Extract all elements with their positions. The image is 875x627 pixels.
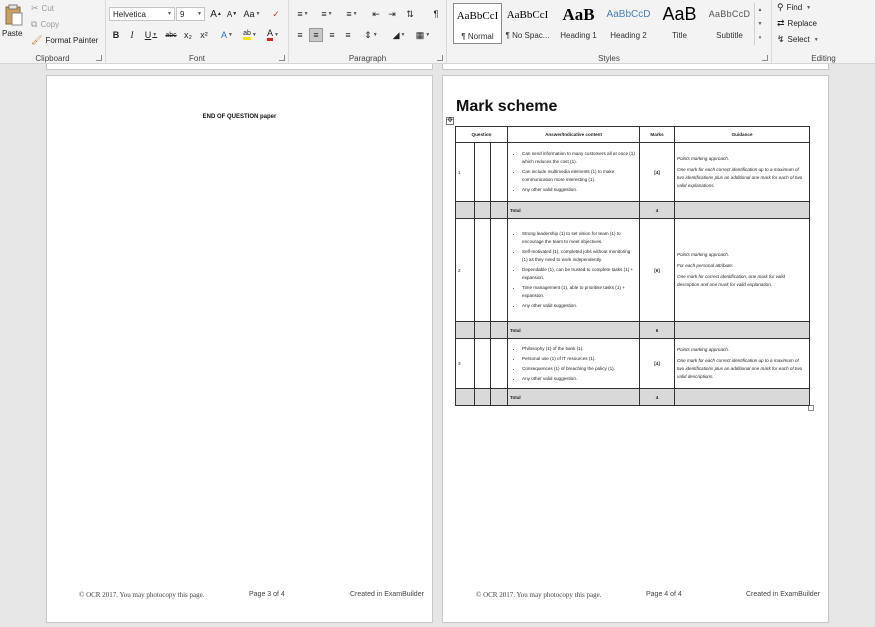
page-4-footer-page-number: Page 4 of 4 <box>646 591 682 598</box>
total-label: Total <box>508 389 640 406</box>
chevron-down-icon: ▼ <box>400 32 406 38</box>
guidance-text: For each personal attribute: <box>677 263 734 268</box>
underline-label: U <box>144 30 152 40</box>
clipboard-group <box>0 0 106 64</box>
font-name-value: Helvetica <box>113 9 146 19</box>
guidance-text: Points marking approach. <box>677 347 730 352</box>
select-label: Select <box>787 35 810 44</box>
show-formatting-button[interactable] <box>429 7 443 21</box>
table-move-handle[interactable]: ✥ <box>447 117 453 124</box>
empty-cell <box>456 389 475 406</box>
answer-item: • Philosophy (1) of the bank (1). <box>522 345 637 353</box>
guidance-text: Points marking approach. <box>677 155 730 161</box>
superscript-label: x² <box>200 30 208 40</box>
italic-button[interactable] <box>125 28 139 42</box>
chevron-down-icon: ▼ <box>228 32 233 38</box>
increase-indent-icon: ⇥ <box>388 8 396 19</box>
text-effects-label: A <box>221 30 228 40</box>
guidance-cell <box>675 219 810 322</box>
empty-cell <box>475 389 491 406</box>
guidance-text: Points marking approach. <box>677 252 730 257</box>
format-painter-label: Format Painter <box>45 36 99 45</box>
cursor-icon: ↯ <box>777 34 785 44</box>
find-label: Find <box>786 3 803 12</box>
paragraph-dialog-launcher[interactable] <box>437 55 443 61</box>
answer-cell <box>508 143 640 202</box>
grow-font-label: A <box>210 8 217 20</box>
select-button[interactable] <box>777 35 819 44</box>
font-group-label: Font <box>188 54 205 63</box>
marks-cell: [4] <box>640 339 675 389</box>
styles-dialog-launcher[interactable] <box>762 55 768 61</box>
style-preview: AaBbCcI <box>506 9 549 21</box>
answer-item: • Dependable (1), can be trusted to complete tasks (1) + expansion. <box>522 266 637 282</box>
align-center-button[interactable] <box>309 28 323 42</box>
empty-cell <box>475 322 491 339</box>
shrink-font-label: A <box>226 9 233 19</box>
strikethrough-label: abc <box>165 31 177 39</box>
change-case-label: Aa <box>243 9 255 19</box>
total-row <box>456 202 810 219</box>
answer-cell <box>508 339 640 389</box>
answer-item: • Any other valid suggestion. <box>522 186 637 194</box>
style-preview: AaBbCcI <box>456 10 499 22</box>
font-dialog-launcher[interactable] <box>279 55 285 61</box>
guidance-cell <box>675 339 810 389</box>
guidance-text: One mark for correct identification, one mark for valid description and one mark for valid explanation. <box>677 274 786 287</box>
style-name: ¶ No Spac... <box>505 31 550 40</box>
total-row <box>456 389 810 406</box>
chevron-down-icon: ▼ <box>372 32 378 38</box>
empty-cell <box>456 202 475 219</box>
gallery-more-icon[interactable]: ▾ <box>758 35 762 41</box>
empty-cell <box>475 339 491 389</box>
paragraph-group <box>289 0 447 64</box>
table-row <box>456 339 810 389</box>
answer-item: • Time management (1), able to prioritise tasks (1) + expansion. <box>522 284 637 300</box>
align-right-icon: ≡ <box>329 30 335 40</box>
answer-item: • Consequences (1) of breaching the policy (1). <box>522 365 637 373</box>
guidance-cell <box>675 143 810 202</box>
styles-group-label: Styles <box>598 54 620 63</box>
page-3-footer-copyright: © OCR 2017. You may photocopy this page. <box>79 591 205 599</box>
header-question: Question <box>456 127 508 143</box>
answer-item: • Any other valid suggestion. <box>522 302 637 310</box>
font-name-box[interactable] <box>109 7 175 21</box>
mark-scheme-title: Mark scheme <box>456 98 558 115</box>
bullets-icon: ≡ <box>297 9 303 19</box>
decrease-indent-button[interactable] <box>369 7 383 21</box>
superscript-button[interactable] <box>197 28 211 42</box>
font-size-value: 9 <box>180 9 185 19</box>
style-preview: AaB <box>662 4 697 24</box>
pilcrow-icon: ¶ <box>433 9 439 19</box>
align-left-icon: ≡ <box>297 30 303 40</box>
paint-bucket-icon: ◢ <box>392 29 400 40</box>
clear-formatting-button[interactable] <box>269 7 283 21</box>
answer-item: • Can send information to many customers all at once (1) which reduces the cost (1). <box>522 150 637 166</box>
paintbrush-icon: 🖌 <box>31 35 43 45</box>
paragraph-group-label: Paragraph <box>348 54 387 63</box>
style-name: Subtitle <box>716 31 743 40</box>
paste-label: Paste <box>2 29 23 38</box>
line-spacing-button[interactable] <box>361 28 381 42</box>
table-row <box>456 219 810 322</box>
gallery-down-icon[interactable]: ▼ <box>757 21 763 27</box>
marks-cell: [4] <box>640 143 675 202</box>
page-3-footer-page-number: Page 3 of 4 <box>249 591 285 598</box>
editing-group <box>772 0 875 64</box>
total-value: 6 <box>640 322 675 339</box>
sort-button[interactable] <box>403 7 417 21</box>
scissors-icon: ✂ <box>31 3 39 13</box>
page-3[interactable] <box>46 75 433 623</box>
bullets-button[interactable] <box>293 7 313 21</box>
font-color-label: A <box>267 29 273 41</box>
copy-icon: ⧉ <box>31 19 38 29</box>
replace-label: Replace <box>787 19 817 28</box>
mark-scheme-table[interactable] <box>455 126 810 406</box>
chevron-down-icon: ▼ <box>806 4 812 11</box>
empty-cell <box>675 389 810 406</box>
shading-button[interactable] <box>389 28 409 42</box>
guidance-text: One mark for each correct identification up to a maximum of two identifications plus an additional one mark for each of two valid explanations. <box>677 166 803 188</box>
empty-cell <box>491 389 508 406</box>
total-value: 4 <box>640 202 675 219</box>
format-painter-button[interactable] <box>31 36 98 45</box>
previous-page-bottom <box>442 64 829 70</box>
question-number: 2 <box>456 219 475 322</box>
line-spacing-icon: ⇕ <box>364 29 372 40</box>
styles-gallery <box>451 3 765 45</box>
empty-cell <box>675 322 810 339</box>
answer-item: • Any other valid suggestion. <box>522 375 637 383</box>
eraser-icon: ✓ <box>272 8 280 19</box>
grow-font-button[interactable]: A ▲ <box>210 8 222 20</box>
empty-cell <box>491 322 508 339</box>
empty-cell <box>491 339 508 389</box>
underline-button[interactable] <box>141 28 161 42</box>
header-guidance: Guidance <box>675 127 810 143</box>
chevron-down-icon: ▼ <box>813 36 819 43</box>
italic-label: I <box>130 30 134 40</box>
empty-cell <box>491 219 508 322</box>
question-number: 1 <box>456 143 475 202</box>
borders-icon: ▦ <box>415 29 425 40</box>
previous-page-bottom <box>46 64 433 70</box>
strikethrough-button[interactable] <box>163 28 179 42</box>
sort-icon: ⇅ <box>406 8 414 19</box>
justify-icon: ≡ <box>345 30 351 40</box>
align-left-button[interactable] <box>293 28 307 42</box>
change-case-button[interactable] <box>242 7 262 21</box>
increase-indent-button[interactable] <box>385 7 399 21</box>
answer-item: • Self-motivated (1), completed jobs without monitoring (1) as they need to work independently. <box>522 248 637 264</box>
bold-label: B <box>112 30 120 40</box>
font-size-box[interactable] <box>176 7 205 21</box>
answer-item: • Strong leadership (1) to set vision for team (1) to encourage the team to meet objectives. <box>522 230 637 246</box>
page-4-footer-copyright: © OCR 2017. You may photocopy this page. <box>476 591 602 599</box>
header-answer: Answer/Indicative content <box>508 127 640 143</box>
style-name: ¶ Normal <box>461 32 494 41</box>
chevron-down-icon: ▼ <box>167 11 172 17</box>
font-group <box>106 0 289 64</box>
end-of-question-heading: END OF QUESTION paper <box>202 114 277 120</box>
marks-cell: [6] <box>640 219 675 322</box>
style-no-spacing[interactable] <box>503 3 552 44</box>
subscript-button[interactable] <box>181 28 195 42</box>
style-heading-2[interactable] <box>604 3 653 44</box>
ribbon <box>0 0 875 64</box>
empty-cell <box>491 143 508 202</box>
chevron-down-icon: ▼ <box>327 11 333 17</box>
replace-icon: ⇄ <box>777 18 785 28</box>
chevron-down-icon: ▼ <box>255 11 261 17</box>
guidance-text: One mark for each correct identification up to a maximum of two identifications plus an additional one mark for each of two valid descriptions. <box>677 358 803 379</box>
multilevel-list-icon: ≡ <box>346 9 352 19</box>
cut-button[interactable] <box>31 4 54 13</box>
empty-cell <box>675 202 810 219</box>
question-number: 3 <box>456 339 475 389</box>
page-3-footer-created: Created in ExamBuilder <box>350 591 424 598</box>
editing-group-label: Editing <box>811 54 836 63</box>
shrink-font-button[interactable]: A ▼ <box>226 9 238 19</box>
copy-button[interactable] <box>31 20 59 29</box>
search-icon: ⚲ <box>777 2 784 12</box>
chevron-down-icon: ▼ <box>251 32 257 38</box>
chevron-down-icon: ▼ <box>352 11 358 17</box>
align-right-button[interactable] <box>325 28 339 42</box>
highlight-label: ab <box>243 30 251 40</box>
borders-button[interactable] <box>413 28 433 42</box>
clipboard-group-label: Clipboard <box>35 54 70 63</box>
empty-cell <box>475 219 491 322</box>
total-value: 4 <box>640 389 675 406</box>
numbering-icon: ≡ <box>321 9 327 19</box>
font-color-button[interactable] <box>263 28 283 42</box>
highlight-button[interactable] <box>239 28 261 42</box>
total-row <box>456 322 810 339</box>
decrease-indent-icon: ⇤ <box>372 8 380 19</box>
replace-button[interactable] <box>777 19 817 28</box>
empty-cell <box>475 202 491 219</box>
find-button[interactable] <box>777 3 811 12</box>
answer-cell <box>508 219 640 322</box>
header-marks: Marks <box>640 127 675 143</box>
numbering-button[interactable] <box>317 7 337 21</box>
style-preview: AaBbCcD <box>606 9 651 20</box>
multilevel-list-button[interactable] <box>341 7 363 21</box>
style-name: Title <box>672 31 687 40</box>
total-label: Total <box>508 202 640 219</box>
text-effects-button[interactable] <box>217 28 237 42</box>
style-heading-1[interactable] <box>554 3 603 44</box>
style-name: Heading 1 <box>560 31 597 40</box>
chevron-down-icon: ▼ <box>274 32 279 38</box>
answer-item: • Personal use (1) of IT resources (1). <box>522 355 637 363</box>
chevron-down-icon: ▼ <box>303 11 309 17</box>
style-preview: AaBbCcD <box>708 9 751 19</box>
justify-button[interactable] <box>341 28 355 42</box>
subscript-label: x₂ <box>184 30 192 40</box>
chevron-down-icon: ▼ <box>152 32 158 38</box>
copy-label: Copy <box>40 20 60 29</box>
chevron-down-icon: ▼ <box>197 11 202 17</box>
empty-cell <box>491 202 508 219</box>
cut-label: Cut <box>41 4 54 13</box>
style-preview: AaB <box>562 5 595 24</box>
styles-gallery-scroll <box>754 3 765 45</box>
answer-item: • Can include multimedia elements (1) to make communication more interesting (1). <box>522 168 637 184</box>
total-label: Total <box>508 322 640 339</box>
style-title[interactable] <box>655 3 704 44</box>
paste-button[interactable] <box>2 2 26 42</box>
gallery-up-icon[interactable]: ▲ <box>757 7 763 13</box>
table-header-row <box>456 127 810 143</box>
align-center-icon: ≡ <box>313 30 319 40</box>
paste-icon <box>4 4 24 26</box>
clipboard-dialog-launcher[interactable] <box>96 55 102 61</box>
empty-cell <box>475 143 491 202</box>
empty-cell <box>456 322 475 339</box>
chevron-down-icon: ▼ <box>425 32 431 38</box>
page-4-footer-created: Created in ExamBuilder <box>746 591 820 598</box>
style-name: Heading 2 <box>610 31 647 40</box>
table-row <box>456 143 810 202</box>
style-normal[interactable] <box>453 3 502 44</box>
style-subtitle[interactable] <box>705 3 754 44</box>
bold-button[interactable] <box>109 28 123 42</box>
